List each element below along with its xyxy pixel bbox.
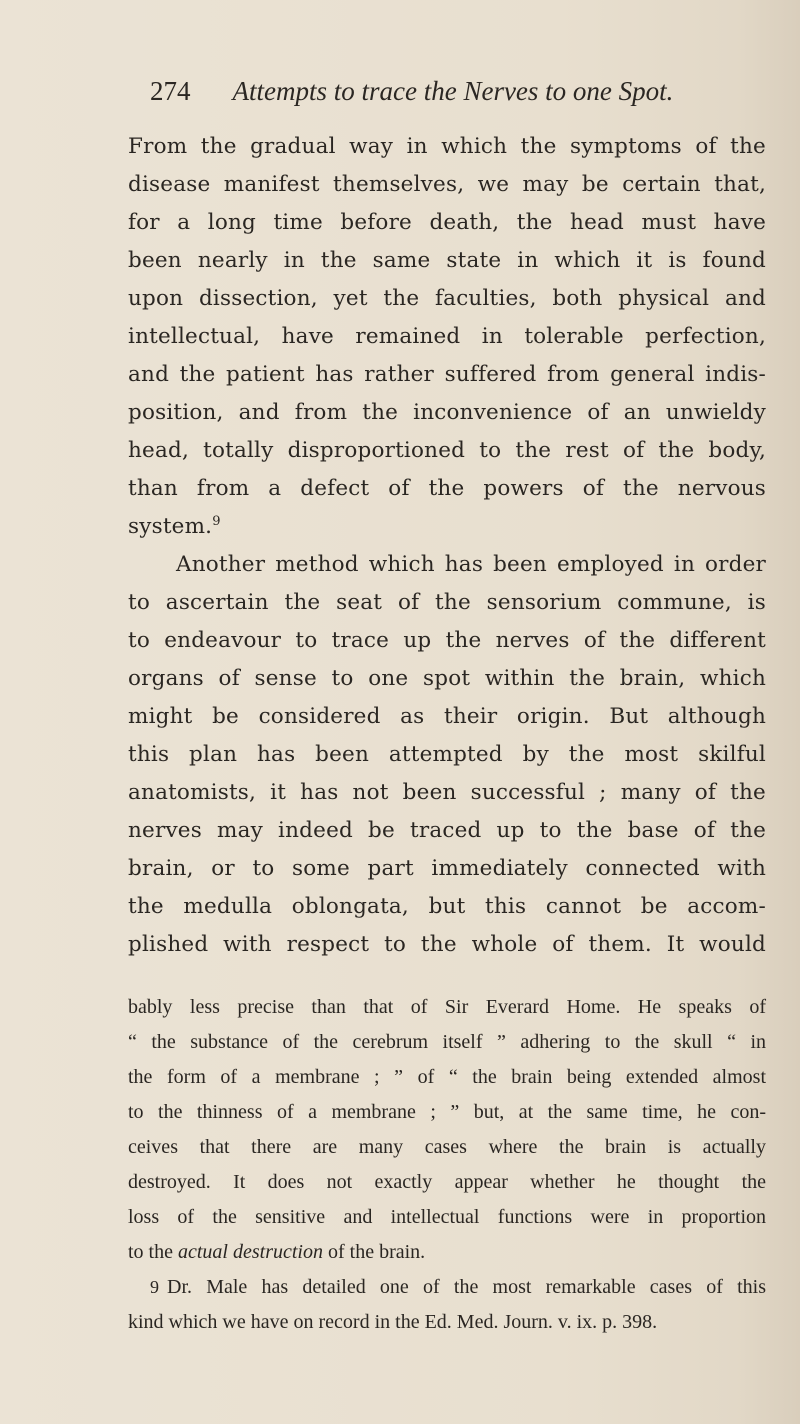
note-line: the form of a membrane ; ” of “ the brain being extended almost (128, 1066, 766, 1088)
text-line: plished with respect to the whole of them. It would (128, 932, 766, 957)
text-line: this plan has been attempted by the most skilful (128, 742, 766, 767)
text-line: the medulla oblongata, but this cannot be accom- (128, 894, 766, 919)
text-line-with-footnote (128, 514, 766, 539)
footnote-9-line (150, 1276, 766, 1299)
text-line: than from a defect of the powers of the nervous (128, 476, 766, 501)
footnote-text: Dr. Male has detailed one of the most remarkable cases of this (167, 1276, 766, 1298)
note-emphasis: actual destruction (178, 1241, 323, 1263)
text-line: anatomists, it has not been successful ; many of the (128, 780, 766, 805)
text-line: to endeavour to trace up the nerves of the different (128, 628, 766, 653)
note-fragment: of the brain. (327, 1241, 426, 1263)
note-fragment: to the (128, 1241, 173, 1263)
text-line: brain, or to some part immediately connected with (128, 856, 766, 881)
text-line: disease manifest themselves, we may be certain that, (128, 172, 766, 197)
note-line: “ the substance of the cerebrum itself ” adhering to the skull “ in (128, 1031, 766, 1053)
text-line: to ascertain the seat of the sensorium commune, is (128, 590, 766, 615)
text-line: might be considered as their origin. But although (128, 704, 766, 729)
footnote-reference: 9 (212, 514, 221, 529)
text-line: and the patient has rather suffered from general indis- (128, 362, 766, 387)
note-line (128, 1241, 766, 1264)
text-line: organs of sense to one spot within the brain, which (128, 666, 766, 691)
text-line: been nearly in the same state in which it is found (128, 248, 766, 273)
text-fragment: system. (128, 514, 213, 540)
note-line: loss of the sensitive and intellectual functions were in proportion (128, 1206, 766, 1228)
note-line: destroyed. It does not exactly appear whether he thought the (128, 1171, 766, 1193)
text-line: for a long time before death, the head must have (128, 210, 766, 235)
running-title: Attempts to trace the Nerves to one Spot. (232, 76, 674, 106)
text-line: position, and from the inconvenience of an unwieldy (128, 400, 766, 425)
text-line: intellectual, have remained in tolerable perfection, (128, 324, 766, 349)
note-line: to the thinness of a membrane ; ” but, at the same time, he con- (128, 1101, 766, 1123)
note-line: ceives that there are many cases where the brain is actually (128, 1136, 766, 1158)
text-line: Another method which has been employed in order (176, 552, 766, 577)
footnote-9-line: kind which we have on record in the Ed. Med. Journ. v. ix. p. 398. (128, 1311, 658, 1333)
text-line: upon dissection, yet the faculties, both physical and (128, 286, 766, 311)
text-line: head, totally disproportioned to the rest of the body, (128, 438, 766, 463)
text-line: nerves may indeed be traced up to the base of the (128, 818, 766, 843)
note-line: bably less precise than that of Sir Everard Home. He speaks of (128, 996, 766, 1018)
page-number: 274 (150, 76, 191, 106)
footnote-number: 9 (150, 1277, 159, 1297)
text-line: From the gradual way in which the symptoms of the (128, 134, 766, 159)
running-header (150, 76, 710, 110)
